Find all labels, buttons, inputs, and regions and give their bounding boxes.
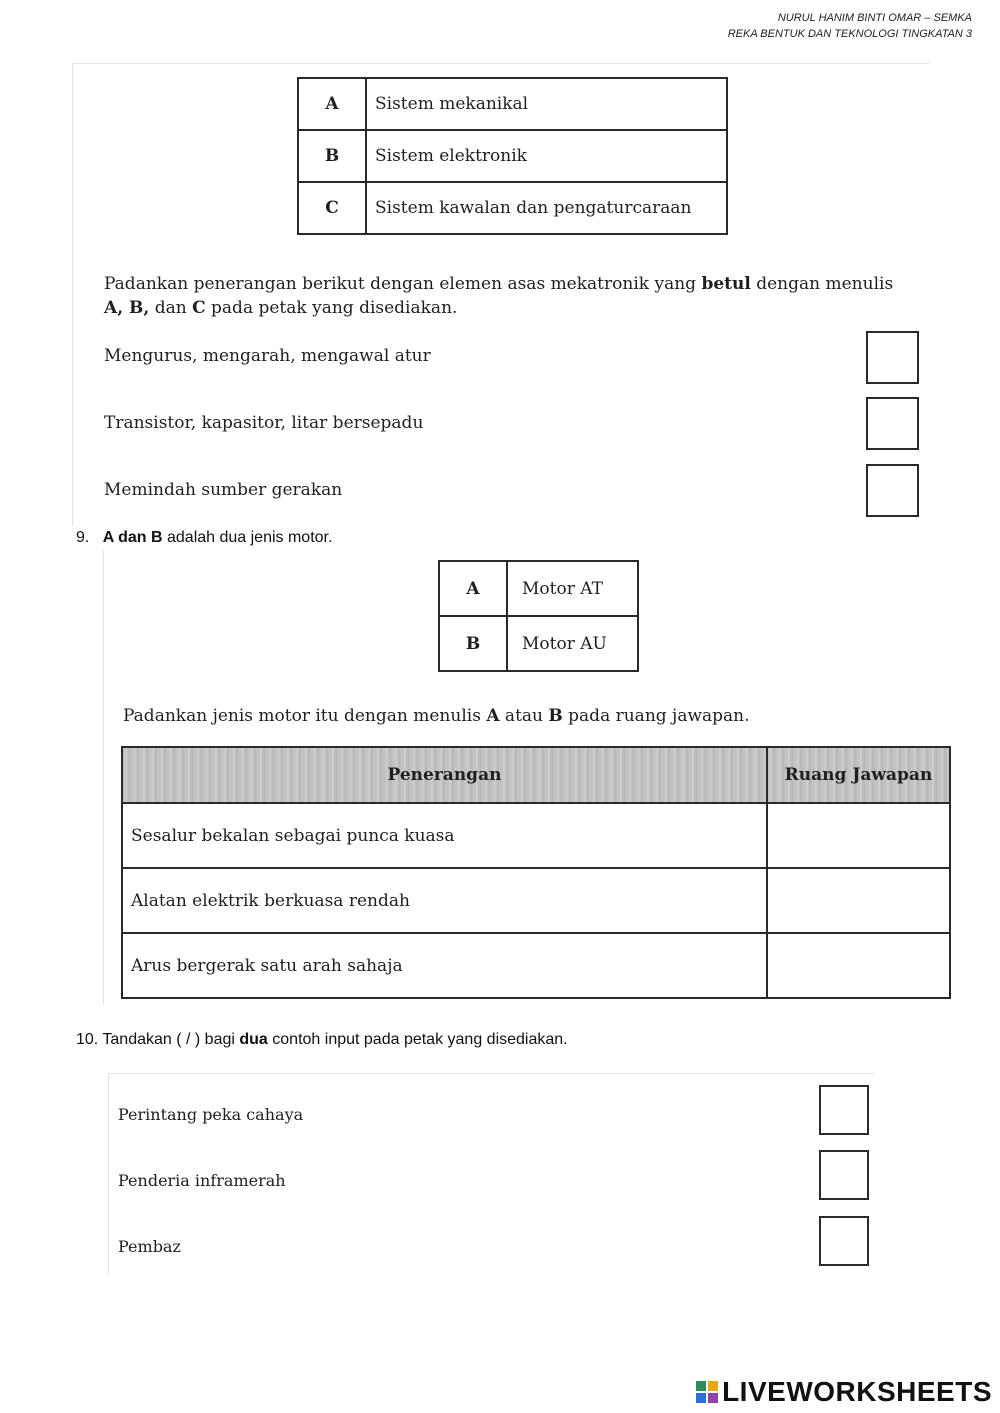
motor-label: Motor AT <box>507 561 638 616</box>
answer-cell[interactable] <box>767 803 950 868</box>
element-label: Sistem kawalan dan pengaturcaraan <box>366 182 727 234</box>
section1-item: Mengurus, mengarah, mengawal atur <box>104 346 431 366</box>
question-9 <box>76 529 332 547</box>
checkbox[interactable] <box>819 1150 869 1200</box>
section1-instruction <box>104 272 934 320</box>
table-row <box>298 130 727 182</box>
description-cell: Alatan elektrik berkuasa rendah <box>122 868 767 933</box>
q10-item: Perintang peka cahaya <box>118 1105 304 1124</box>
instruction-text: dengan menulis <box>750 274 894 294</box>
question-number: 9. <box>76 529 90 546</box>
table-row <box>122 868 950 933</box>
question-10 <box>76 1031 568 1049</box>
motor-table <box>438 560 639 672</box>
table-header-row <box>122 747 950 803</box>
table-row <box>122 803 950 868</box>
table-row <box>298 182 727 234</box>
instruction-bold: A, B, <box>104 298 150 318</box>
section1-item: Memindah sumber gerakan <box>104 480 343 500</box>
q9-instruction <box>123 704 750 728</box>
question-text: adalah dua jenis motor. <box>162 529 333 546</box>
table-row <box>439 616 638 671</box>
answer-box[interactable] <box>866 397 919 450</box>
logo-icon <box>696 1381 718 1403</box>
checkbox[interactable] <box>819 1085 869 1135</box>
elements-table <box>297 77 728 235</box>
table-row <box>439 561 638 616</box>
question-number: 10. <box>76 1031 99 1048</box>
motor-key: B <box>439 616 507 671</box>
checkbox[interactable] <box>819 1216 869 1266</box>
question-bold: dua <box>239 1031 268 1048</box>
column-header-answer: Ruang Jawapan <box>767 747 950 803</box>
instruction-bold: A <box>486 706 500 726</box>
answer-cell[interactable] <box>767 933 950 998</box>
answer-box[interactable] <box>866 464 919 517</box>
page-header <box>728 10 972 42</box>
motor-key: A <box>439 561 507 616</box>
instruction-text: atau <box>499 706 549 726</box>
author-line: NURUL HANIM BINTI OMAR – SEMKA <box>777 12 972 24</box>
description-cell: Sesalur bekalan sebagai punca kuasa <box>122 803 767 868</box>
element-key: B <box>298 130 366 182</box>
instruction-text: Padankan penerangan berikut dengan elemen asas mekatronik yang <box>104 274 702 294</box>
instruction-bold: C <box>192 298 206 318</box>
column-header-description: Penerangan <box>122 747 767 803</box>
element-label: Sistem mekanikal <box>366 78 727 130</box>
instruction-text: Padankan jenis motor itu dengan menulis <box>123 706 487 726</box>
instruction-text: pada ruang jawapan. <box>562 706 750 726</box>
description-cell: Arus bergerak satu arah sahaja <box>122 933 767 998</box>
logo-text: LIVEWORKSHEETS <box>722 1376 992 1407</box>
subject-line: REKA BENTUK DAN TEKNOLOGI TINGKATAN 3 <box>727 28 972 40</box>
liveworksheets-logo <box>696 1377 992 1407</box>
table-row <box>122 933 950 998</box>
q10-item: Pembaz <box>118 1237 181 1256</box>
question-text: contoh input pada petak yang disediakan. <box>267 1031 568 1048</box>
section1-item: Transistor, kapasitor, litar bersepadu <box>104 413 424 433</box>
motor-label: Motor AU <box>507 616 638 671</box>
question-text: Tandakan ( / ) bagi <box>102 1031 240 1048</box>
element-key: C <box>298 182 366 234</box>
element-key: A <box>298 78 366 130</box>
instruction-text: pada petak yang disediakan. <box>205 298 458 318</box>
table-row <box>298 78 727 130</box>
answer-cell[interactable] <box>767 868 950 933</box>
instruction-text: dan <box>149 298 193 318</box>
q10-item: Penderia inframerah <box>118 1171 286 1190</box>
description-table <box>121 746 951 999</box>
instruction-bold: betul <box>701 274 751 294</box>
answer-box[interactable] <box>866 331 919 384</box>
instruction-bold: B <box>548 706 563 726</box>
question-bold: A dan B <box>102 529 163 546</box>
element-label: Sistem elektronik <box>366 130 727 182</box>
